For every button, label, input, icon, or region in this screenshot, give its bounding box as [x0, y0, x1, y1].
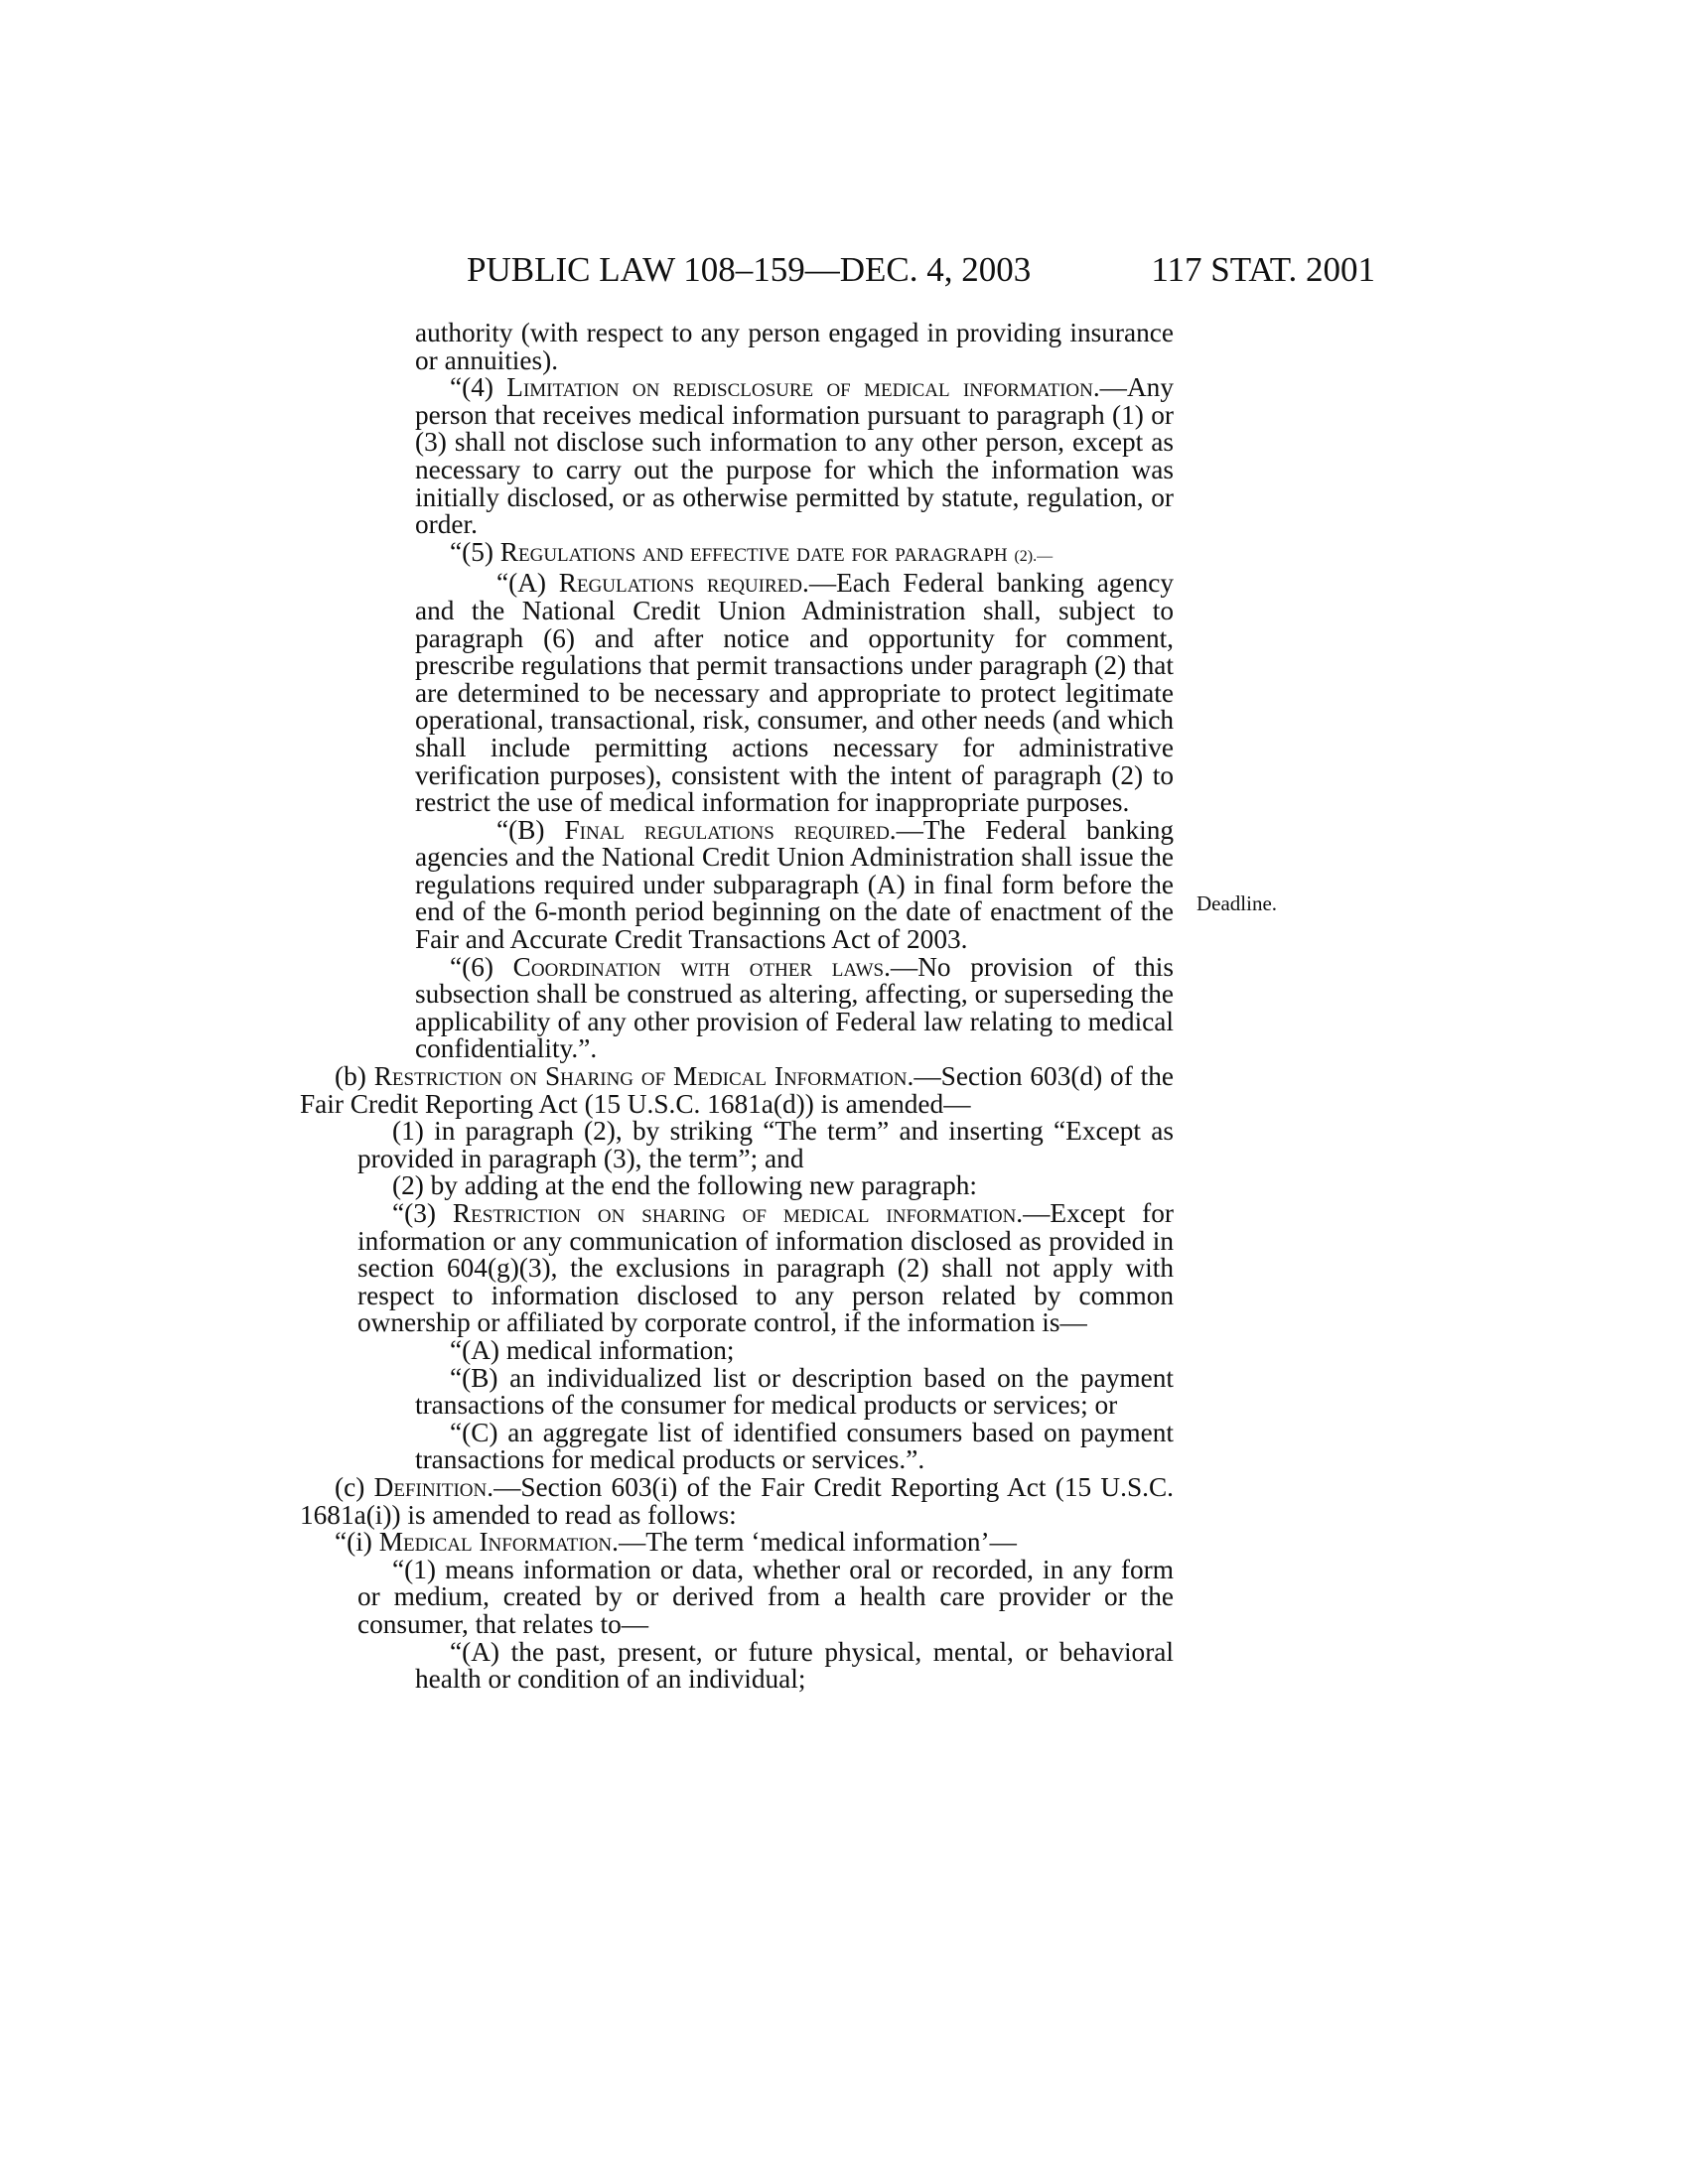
amendment-item-2: (2) by adding at the end the following new paragraph:: [392, 1170, 977, 1201]
margin-note: Deadline.: [1196, 891, 1278, 915]
list-item: “(B) an individualized list or description based on the payment transactions of the consumer for medical products or services; or: [415, 1362, 1174, 1421]
statute-page-number: 117 STAT. 2001: [1151, 250, 1375, 289]
document-body: [300, 320, 1174, 1694]
section-heading: Limitation on redisclosure of medical information.: [506, 372, 1100, 403]
section-heading: Regulations and effective date for paragraph: [499, 536, 1008, 567]
paragraph-3: “(3) Restriction on sharing of medical information.—Except for information or any communication of information disclosed as provided in section 604(g)(3), the exclusions in paragraph (2) shall not apply with respect to information disclosed to any person related by common ownership or affiliated by corporate control, if the information is—: [357, 1198, 1174, 1338]
section-heading: Definition.: [373, 1471, 494, 1502]
section-heading: Regulations required.: [558, 568, 809, 599]
section-heading: Coordination with other laws.: [512, 951, 891, 982]
definition-i: “(i) Medical Information.—The term ‘medical information’—: [335, 1527, 1017, 1558]
subparagraph-b: “(B) Final regulations required.—The Federal banking agencies and the National Credit Union Administration shall issue the regulations required under subparagraph (A) in final form before the end of the 6-month period beginning on the date of enactment of the Fair and Accurate Credit Transactions Act of 2003.: [415, 814, 1175, 955]
subsection-c: (c) Definition.—Section 603(i) of the Fair Credit Reporting Act (15 U.S.C. 1681a(i)) is amended to read as follows:: [300, 1471, 1174, 1530]
section-heading: Restriction on Sharing of Medical Information.: [373, 1061, 914, 1092]
subsection-b: (b) Restriction on Sharing of Medical Information.—Section 603(d) of the Fair Credit Reporting Act (15 U.S.C. 1681a(d)) is amended—: [300, 1061, 1175, 1119]
section-heading: Final regulations required.: [564, 814, 897, 845]
section-heading: Restriction on sharing of medical information.: [452, 1198, 1024, 1228]
paragraph: authority (with respect to any person engaged in providing insurance or annuities).: [415, 318, 1174, 375]
paragraph-4: “(4) Limitation on redisclosure of medical information.—Any person that receives medical information pursuant to paragraph (1) or (3) shall not disclose such information to any other person, except as necessary to carry out the purpose for which the information was initially disclosed, or as otherwise permitted by statute, regulation, or order.: [415, 372, 1174, 540]
subparagraph-a: “(A) Regulations required.—Each Federal banking agency and the National Credit Union Administration shall, subject to paragraph (6) and after notice and opportunity for comment, prescribe regulations that permit transactions under paragraph (2) that are determined to be necessary and appropriate to protect legitimate operational, transactional, risk, consumer, and other needs (and which shall include permitting actions necessary for administrative verification purposes), consistent with the intent of paragraph (2) to restrict the use of medical information for inappropriate purposes.: [415, 568, 1174, 818]
list-item: “(C) an aggregate list of identified consumers based on payment transactions for medical products or services.”.: [415, 1417, 1174, 1475]
definition-item-a: “(A) the past, present, or future physical, mental, or behavioral health or condition of an individual;: [415, 1636, 1174, 1695]
section-heading: Medical Information.: [378, 1527, 619, 1558]
amendment-item-1: (1) in paragraph (2), by striking “The term” and inserting “Except as provided in paragraph (3), the term”; and: [357, 1116, 1174, 1173]
page-header: [467, 250, 1375, 290]
list-item: “(A) medical information;: [450, 1334, 735, 1365]
running-head: PUBLIC LAW 108–159—DEC. 4, 2003: [467, 250, 1032, 289]
paragraph-6: “(6) Coordination with other laws.—No provision of this subsection shall be construed as altering, affecting, or superseding the applicability of any other provision of Federal law relating to medical confidentiality.”.: [415, 951, 1174, 1064]
paragraph-5: “(5) Regulations and effective date for paragraph (2).—: [450, 536, 1054, 567]
definition-item-1: “(1) means information or data, whether oral or recorded, in any form or medium, created by or derived from a health care provider or the consumer, that relates to—: [357, 1554, 1174, 1639]
